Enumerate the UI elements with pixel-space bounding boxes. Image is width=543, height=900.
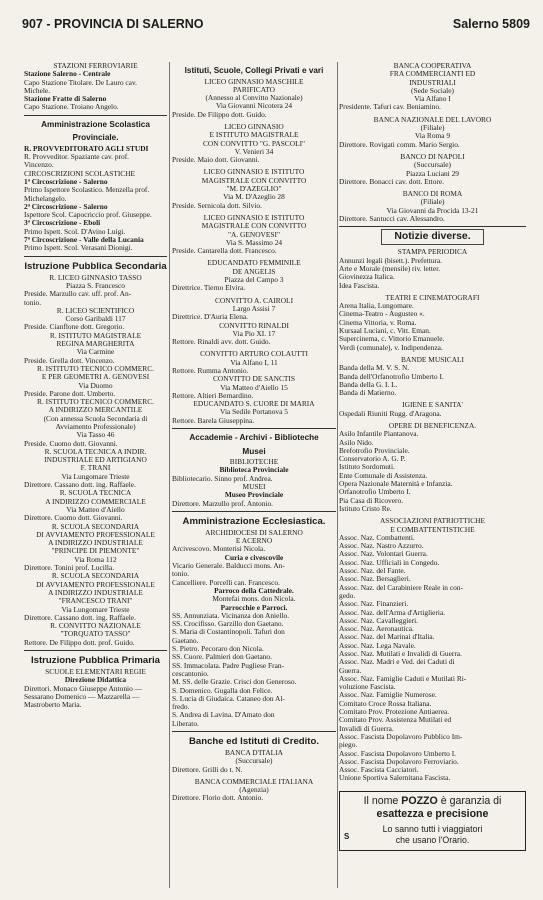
section-heading: Amministrazione Scolastica	[41, 119, 150, 129]
entry-title: R. ISTITUTO TECNICO COMMERC.	[37, 398, 154, 407]
advert-brand: POZZO	[401, 794, 438, 807]
section-rule	[172, 511, 336, 512]
entry-title: BANCA COMMERCIALE ITALIANA	[194, 777, 314, 786]
entry-line: Arena Italia, Lungomare.	[339, 302, 414, 311]
entry-line: Preside. Sernicola dott. Silvio.	[172, 201, 262, 210]
section-rule	[339, 226, 526, 227]
entry-line: Vicario Generale. Balducci mons. An-	[172, 562, 285, 571]
section-heading: Istituti, Scuole, Collegi Privati e vari	[184, 66, 324, 75]
entry-title: R. SCUOLA TECNICA	[59, 489, 132, 498]
entry-line: Assoc. Naz. dell'Arma d'Artiglieria.	[339, 608, 446, 617]
column-divider	[169, 62, 170, 888]
entry-line: R. Provveditor. Spaziante cav. prof.	[24, 153, 130, 162]
column-3	[339, 62, 526, 851]
entry-title: SCUOLE ELEMENTARI REGIE	[45, 668, 146, 676]
entry-title: BANCO DI ROMA	[402, 190, 463, 199]
entry-title: ARCHIDIOCESI DI SALERNO	[205, 528, 303, 537]
entry-title: PARIFICATO	[233, 85, 275, 94]
section-heading: Istruzione Pubblica Secondaria	[24, 260, 167, 272]
entry-title: "FRANCESCO TRANI"	[58, 597, 133, 606]
section-heading: Musei	[242, 446, 266, 456]
entry-line: Assoc. Naz. Finanzieri.	[339, 600, 409, 609]
entry-title: "M. D'AZEGLIO"	[226, 185, 282, 194]
entry-title: DI AVVIAMENTO PROFESSIONALE	[36, 530, 155, 539]
entry-title: CONVITTO DE SANCTIS	[213, 375, 295, 384]
entry-line: S. Maria di Costantinopoli. Tafuri don	[172, 628, 285, 637]
entry-title: INDUSTRIALI	[409, 78, 456, 87]
entry-title: Via Carmine	[76, 348, 115, 357]
entry-title: "TORQUATO TASSO"	[60, 630, 131, 639]
section-heading: Provinciale.	[72, 133, 119, 143]
entry-line: Stazione Fratte di Salerno	[24, 95, 107, 104]
entry-title: (Annesso al Convitto Nazionale)	[205, 94, 303, 103]
entry-line: Capo Stazione. Troiano Angelo.	[24, 103, 119, 112]
entry-line: Preside. Marzullo cav. uff. prof. An-	[24, 290, 132, 299]
entry-title: (Sede Sociale)	[411, 86, 454, 95]
entry-line: Brefotrofio Provinciale.	[339, 446, 410, 455]
entry-line: Assoc. Fascista Cacciatori.	[339, 766, 419, 775]
entry-line: Assoc. Naz. Lega Navale.	[339, 641, 416, 650]
entry-line: S. Lucia di Giudaica. Cataneo don Al-	[172, 694, 285, 703]
entry-title: CONVITTO A. CAIROLI	[214, 296, 294, 305]
entry-title: OPERE DI BENEFICENZA.	[388, 421, 477, 430]
entry-line: Cinema-Teatro - Augusteo «.	[339, 310, 425, 319]
entry-title: Largo Assisi 7	[232, 304, 276, 313]
entry-line: fredo.	[172, 703, 190, 712]
entry-line: Kursaal Luciani, c. Vitt. Eman.	[339, 327, 431, 336]
entry-line: gedo.	[339, 591, 356, 600]
column-1	[24, 62, 167, 709]
section-heading-boxed: Notizie diverse.	[381, 229, 483, 245]
entry-line: S. Pietro. Pecoraro don Nicola.	[172, 645, 264, 654]
entry-title: DE ANGELIS	[232, 267, 276, 276]
advert-box	[339, 791, 526, 851]
entry-title: V. Venieri 34	[234, 147, 274, 156]
entry-line: Assoc. Naz. Famiglie Caduti e Mutilati Ri-	[339, 674, 467, 683]
entry-line: Cancelliere. Porcelli can. Francesco.	[172, 578, 280, 587]
entry-line: Direttori. Monaco Giuseppe Antonio —	[24, 684, 143, 693]
section-rule	[172, 731, 336, 732]
entry-line: Rettore. Rinaldi avv. dott. Guido.	[172, 338, 271, 347]
entry-line: Rettore. Altieri Bernardino.	[172, 391, 254, 400]
entry-line: Vincenzo.	[24, 161, 54, 170]
entry-line: Ente Comunale di Assistenza.	[339, 471, 428, 480]
entry-line: Michelangelo.	[24, 194, 67, 203]
entry-line: Assoc. Fascista Dopolavoro Umberto I.	[339, 749, 456, 758]
entry-title: (Succursale)	[414, 161, 451, 170]
entry-title: Via S. Massimo 24	[225, 238, 283, 247]
entry-title: E ACERNO	[235, 537, 273, 546]
entry-line: S. Andrea di Lavina. D'Amato don	[172, 711, 275, 720]
entry-line: 1ª Circoscrizione - Salerno	[24, 177, 108, 186]
entry-title: LICEO GINNASIO E ISTITUTO	[203, 168, 305, 177]
entry-line: Istituto Cristo Re.	[339, 504, 392, 513]
entry-title: (Filiale)	[420, 198, 445, 207]
advert-line-1	[342, 795, 523, 808]
entry-line: Direttore. Bonacci cav. dott. Ettore.	[339, 177, 445, 186]
entry-title: E ISTITUTO MAGISTRALE	[209, 131, 299, 140]
entry-line: Direttrice. Tierno Elvira.	[172, 284, 246, 293]
entry-line: Direttore. Cassano dott. ing. Raffaele.	[24, 613, 136, 622]
entry-line: Direttore. Florio dott. Antonio.	[172, 794, 264, 803]
entry-line: piego.	[339, 741, 358, 750]
entry-title: Museo Provinciale	[224, 491, 284, 500]
entry-title: (Succursale)	[235, 757, 273, 766]
advert-text: Il nome	[363, 794, 399, 807]
entry-line: Conservatorio A. G. P.	[339, 455, 406, 464]
entry-line: tonio.	[172, 570, 190, 579]
entry-title: CONVITTO ARTURO COLAUTTI	[200, 350, 308, 359]
entry-line: Unione Sportiva Salernitana Fascista.	[339, 774, 451, 783]
entry-title: A INDIRIZZO COMMERCIALE	[45, 497, 146, 506]
entry-line: Arcivescovo. Monterisi Nicola.	[172, 545, 266, 554]
entry-line: Assoc. Naz. Madri e Ved. dei Caduti di	[339, 658, 455, 667]
entry-line: Ispettore Scol. Capocriccio prof. Giuseppe.	[24, 211, 152, 220]
entry-title: INDUSTRIALE ED ARTIGIANO	[44, 456, 147, 465]
entry-title: A INDIRIZZO INDUSTRIALE	[48, 588, 143, 597]
entry-line: Assoc. Naz. del Marinai d'Italia.	[339, 633, 435, 642]
entry-line: voluzione Fascista.	[339, 683, 396, 692]
entry-line: Preside. Cantarella dott. Francesco.	[172, 247, 277, 256]
entry-title: R. CONVITTO NAZIONALE	[50, 622, 141, 631]
entry-line: SS. Crocifisso. Garzillo don Gaetano.	[172, 620, 284, 629]
entry-title: Via Pio XI. 17	[232, 329, 276, 338]
entry-title: R. LICEO SCIENTIFICO	[56, 306, 135, 315]
entry-line: Assoc. Naz. Bersaglieri.	[339, 575, 411, 584]
entry-title: Biblioteca Provinciale	[219, 466, 289, 475]
entry-title: Direzione Didattica	[64, 676, 127, 685]
entry-line: 7ª Circoscrizione - Valle della Lucania	[24, 236, 144, 245]
entry-line: Assoc. Naz. Nastro Azzurro.	[339, 542, 424, 551]
entry-line: SS. Immacolata. Padre Pugliese Fran-	[172, 661, 285, 670]
entry-line: Comitato Prov. Assistenza Mutilati ed	[339, 716, 452, 725]
advert-line-3: Lo sanno tutti i viaggiatori	[382, 823, 483, 834]
entry-line: Idea Fascista.	[339, 281, 380, 290]
entry-line: M. SS. delle Grazie. Crisci don Generoso.	[172, 678, 297, 687]
entry-line: Primo Ispett. Scol. Verasani Dionigi.	[24, 244, 133, 253]
entry-title: LICEO GINNASIO	[224, 122, 284, 131]
entry-title: (Filiale)	[420, 124, 445, 133]
entry-line: Liberato.	[172, 719, 199, 728]
entry-line: Rettore. Barela Giuseppina.	[172, 416, 255, 425]
entry-title: Via Sedile Portanova 5	[220, 408, 288, 417]
entry-line: Primo Ispett. Scol. D'Avino Luigi.	[24, 227, 126, 236]
entry-title: BIBLIOTECHE	[229, 458, 279, 467]
entry-line: Capo Stazione Titolare. De Lauro cav.	[24, 78, 138, 87]
entry-line: Assoc. Naz. del Fante.	[339, 567, 406, 576]
entry-line: SS. Cuore. Palmieri don Gaetano.	[172, 653, 272, 662]
header-left: 907 - PROVINCIA DI SALERNO	[22, 17, 204, 31]
entry-title: Via Duomo	[78, 381, 113, 390]
entry-line: Assoc. Naz. del Carabiniere Reale in con-	[339, 583, 463, 592]
entry-title: R. SCUOLA SECONDARIA	[51, 572, 140, 581]
entry-line: Preside. Maio dott. Giovanni.	[172, 156, 260, 165]
entry-title: Via Lungomare Trieste	[61, 472, 130, 481]
entry-line: Rettore. De Filippo dott. prof. Guido.	[24, 638, 135, 647]
entry-title: FRA COMMERCIANTI ED	[389, 70, 476, 79]
entry-title: "A. GENOVESI"	[227, 230, 281, 239]
entry-line: Asilo Nido.	[339, 438, 374, 447]
entry-title: Via Tasso 46	[76, 431, 115, 440]
entry-line: R. PROVVEDITORATO AGLI STUDI	[24, 144, 149, 153]
entry-line: Preside. Cianflone dott. Gregorio.	[24, 323, 125, 332]
entry-title: Via M. D'Azeglio 28	[223, 193, 285, 202]
entry-line: Direttrice. D'Auria Elena.	[172, 313, 249, 322]
entry-title: DI AVVIAMENTO PROFESSIONALE	[36, 580, 155, 589]
entry-title: A INDIRIZZO MERCANTILE	[48, 406, 143, 415]
entry-line: Preside. Cuomo dott. Giovanni.	[24, 439, 118, 448]
entry-line: Preside. De Filippo dott. Guido.	[172, 110, 267, 119]
entry-title: BANCA D'ITALIA	[224, 748, 283, 757]
entry-line: Giovinezza Italica.	[339, 273, 395, 282]
entry-title: Avviamento Professionale)	[55, 422, 136, 431]
entry-line: Sessarano Domenico — Mazzarella —	[24, 692, 140, 701]
entry-line: Bibliotecario. Sinno prof. Andrea.	[172, 474, 273, 483]
entry-line: Preside. Grella dott. Vincenzo.	[24, 356, 115, 365]
entry-line: Pia Casa di Ricovero.	[339, 496, 404, 505]
entry-title: R. ISTITUTO TECNICO COMMERC.	[37, 364, 154, 373]
entry-title: (Con annessa Scuola Secondaria di	[43, 414, 148, 423]
entry-line: Direttore. Cuomo dott. Giovanni.	[24, 514, 123, 523]
entry-line: tonio.	[24, 298, 42, 307]
entry-line: Presidente. Tafuri cav. Beniamino.	[339, 103, 441, 112]
entry-line: Annunzi legali (bisett.). Prefettura.	[339, 256, 443, 265]
column-divider	[337, 62, 338, 888]
entry-title: CONVITTO RINALDI	[219, 321, 289, 330]
entry-title: R. LICEO GINNASIO TASSO	[49, 273, 142, 282]
entry-title: MAGISTRALE CON CONVITTO	[201, 222, 307, 231]
entry-title: Via Giovanni Nicotera 24	[215, 102, 293, 111]
entry-title: Via Roma 112	[74, 555, 117, 564]
entry-line: 3ª Circoscrizione - Eboli	[24, 219, 101, 228]
entry-line: Michele.	[24, 86, 51, 95]
entry-line: Direttore. Grilli do t. N.	[172, 765, 243, 774]
entry-title: (Agenzia)	[239, 786, 269, 795]
entry-title: ASSOCIAZIONI PATRIOTTICHE	[379, 517, 486, 526]
advert-line-2: esattezza e precisione	[376, 807, 489, 820]
advert-line-4: che usano l'Orario.	[395, 834, 470, 845]
entry-line: Assoc. Naz. Aeronautica.	[339, 625, 414, 634]
entry-title: IGIENE E SANITA'	[402, 401, 463, 410]
entry-title: LICEO GINNASIO MASCHILE	[204, 77, 304, 86]
entry-title: R. SCUOLA TECNICA A INDIR.	[44, 447, 147, 456]
section-heading: Accademie - Archivi - Biblioteche	[189, 433, 319, 443]
advert-mark: S	[344, 831, 350, 841]
entry-line: Assoc. Naz. Cavalleggieri.	[339, 616, 419, 625]
section-heading-wrap	[339, 229, 526, 245]
entry-title: Parrocchie e Parroci.	[220, 603, 288, 612]
entry-title: R. SCUOLA SECONDARIA	[51, 522, 140, 531]
section-heading: Banche ed Istituti di Credito.	[188, 735, 320, 747]
entry-line: Direttore. Tonini prof. Lucilla.	[24, 564, 115, 573]
entry-title: CON CONVITTO "G. PASCOLI"	[202, 139, 306, 148]
column-2	[172, 62, 336, 803]
entry-line: Banda della M. V. S. N.	[339, 364, 410, 373]
entry-title: Piazza Luciani 29	[406, 169, 459, 178]
entry-line: Direttore. Cassano dott. ing. Raffaele.	[24, 481, 136, 490]
entry-title: Curia e civescovile	[224, 553, 284, 562]
entry-title: MUSEI	[242, 482, 266, 491]
entry-line: Arte e Morale (mensile) riv. letter.	[339, 264, 441, 273]
entry-line: Banda dell'Orfanotrofio Umberto I.	[339, 372, 444, 381]
entry-line: Banda di Matierno.	[339, 389, 397, 398]
entry-line: Stazione Salerno - Centrale	[24, 70, 111, 79]
entry-line: Ospedali Riuniti Rugg. d'Aragona.	[339, 409, 442, 418]
entry-line: Istituto Sordomuti.	[339, 463, 395, 472]
entry-line: Asilo Infantile Piantanova.	[339, 430, 419, 439]
entry-title: Via Lungomare Trieste	[61, 605, 130, 614]
entry-title: R. ISTITUTO MAGISTRALE	[49, 331, 142, 340]
section-rule	[24, 115, 167, 116]
entry-title: Montefai mons. don Nicola.	[212, 595, 296, 604]
entry-line: Cinema Vittoria, v. Roma.	[339, 318, 417, 327]
section-rule	[172, 428, 336, 429]
entry-title: BANCO DI NAPOLI	[400, 152, 465, 161]
advert-text: è garanzia di	[440, 794, 502, 807]
entry-line: Verdi (comunale), v. Indipendenza.	[339, 343, 443, 352]
entry-line: Opera Nazionale Maternità e Infanzia.	[339, 480, 453, 489]
entry-line: SS. Annunziata. Vicinanza don Aniello.	[172, 611, 290, 620]
entry-title: Piazza S. Francesco	[66, 281, 125, 290]
entry-line: Rettore. Rumma Antonio.	[172, 367, 249, 375]
entry-line: Banda della G. I. L.	[339, 380, 398, 389]
entry-line: Preside. Parone dott. Umberto.	[24, 389, 116, 398]
section-heading: Amministrazione Ecclesiastica.	[182, 515, 326, 527]
entry-title: "PRINCIPE DI PIEMONTE"	[51, 547, 140, 556]
entry-line: 2ª Circoscrizione - Salerno	[24, 202, 108, 211]
entry-title: EDUCANDATO S. CUORE DI MARIA	[193, 400, 315, 409]
entry-line: Assoc. Naz. Mutilati e Invalidi di Guerra.	[339, 650, 462, 658]
entry-title: BANCA COOPERATIVA	[393, 62, 472, 70]
header-right: Salerno 5809	[452, 17, 530, 31]
entry-line: Comitato Croce Rossa Italiana.	[339, 699, 432, 708]
entry-line: Guerra.	[339, 666, 362, 675]
section-rule	[24, 256, 167, 257]
entry-line: S. Domenico. Gugalla don Felice.	[172, 686, 273, 695]
entry-title: E COMBATTENTISTICHE	[390, 525, 475, 534]
entry-title: Via Alfano I	[414, 95, 451, 104]
entry-title: Parroco della Cattedrale.	[214, 586, 294, 595]
entry-title: A INDIRIZZO INDUSTRIALE	[48, 539, 143, 548]
entry-line: Comitato Prov. Protezione Antiaerea.	[339, 708, 450, 717]
entry-title: REGINA MARGHERITA	[56, 340, 135, 349]
entry-title: LICEO GINNASIO E ISTITUTO	[203, 213, 305, 222]
entry-title: EDUCANDATO FEMMINILE	[207, 259, 301, 268]
entry-line: Assoc. Fascista Dopolavoro Ferroviario.	[339, 757, 459, 766]
entry-line: Direttore. Marzullo prof. Antonio.	[172, 499, 273, 508]
entry-line: Assoc. Naz. Ufficiali in Congedo.	[339, 558, 440, 567]
entry-title: Piazza del Campo 3	[224, 276, 284, 285]
entry-line: cescantonio.	[172, 669, 209, 678]
entry-line: Mastroberto Maria.	[24, 701, 82, 710]
entry-title: STAZIONI FERROVIARIE	[53, 62, 138, 70]
entry-line: CIRCOSCRIZIONI SCOLASTICHE	[24, 169, 136, 178]
entry-title: E PER GEOMETRI A. GENOVESI	[41, 373, 150, 382]
entry-line: Assoc. Naz. Volontari Guerra.	[339, 550, 428, 559]
entry-line: Supercinema, c. Vittorio Emanuele.	[339, 335, 445, 344]
entry-title: BANCA NAZIONALE DEL LAVORO	[373, 115, 492, 124]
entry-line: Assoc. Naz. Famiglie Numerose.	[339, 691, 437, 700]
entry-line: Direttore. Rovigati comm. Mario Sergio.	[339, 140, 460, 149]
entry-title: Via Roma 9	[414, 132, 451, 141]
section-heading: Istruzione Pubblica Primaria	[30, 655, 161, 666]
entry-title: Via Giovanni da Procida 13-21	[386, 206, 479, 215]
entry-title: Via Matteo d'Aiello	[66, 505, 125, 514]
entry-title: STAMPA PERIODICA	[397, 248, 468, 257]
entry-line: Invalidi di Guerra.	[339, 724, 394, 733]
page-header	[22, 16, 530, 32]
entry-title: BANDE MUSICALI	[400, 355, 465, 364]
entry-line: Orfanotrofio Umberto I.	[339, 488, 411, 497]
entry-line: Gaetano.	[172, 636, 199, 645]
section-rule	[24, 650, 167, 651]
entry-title: Via Alfano I, 11	[230, 358, 278, 367]
entry-line: Direttore. Santucci cav. Alessandro.	[339, 215, 445, 224]
entry-title: Via Matteo d'Aiello 15	[220, 383, 288, 392]
entry-title: Corso Garibaldi 117	[65, 315, 126, 324]
entry-title: TEATRI E CINEMATOGRAFI	[385, 293, 480, 302]
entry-line: Assoc. Naz. Combattenti.	[339, 533, 415, 542]
entry-title: F. TRANI	[80, 464, 111, 473]
entry-line: Primo Ispettore Scolastico. Menzella prof.	[24, 186, 150, 195]
entry-line: Assoc. Fascista Dopolavoro Pubblico Im-	[339, 732, 463, 741]
entry-title: MAGISTRALE CON CONVITTO	[201, 176, 307, 185]
